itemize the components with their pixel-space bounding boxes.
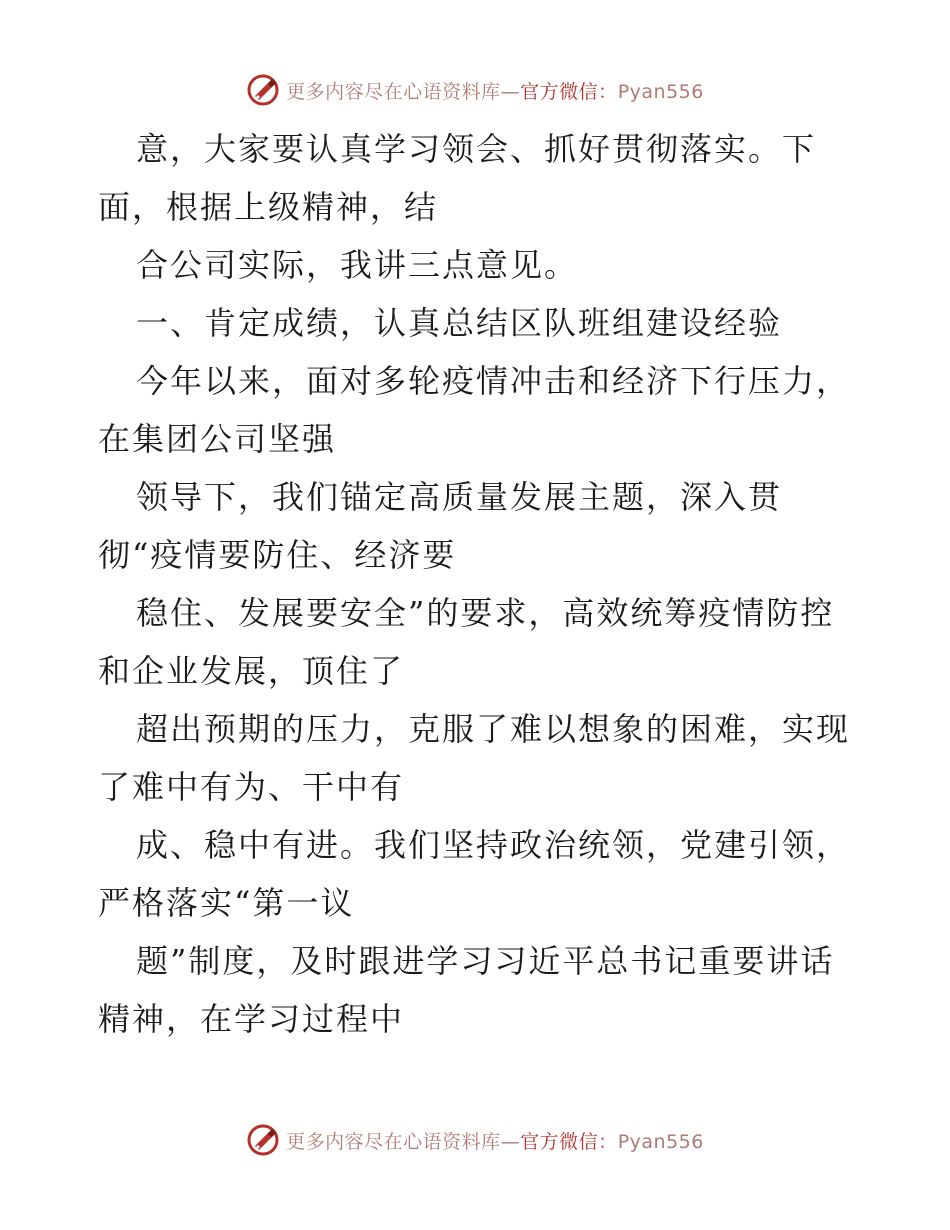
header-watermark <box>0 70 950 110</box>
paragraph-line: 在集团公司坚强 <box>98 420 337 458</box>
watermark-text <box>286 1127 704 1154</box>
paragraph-line: 稳住、发展要安全”的要求，高效统筹疫情防控 <box>136 594 835 632</box>
watermark-contact-label: 官方微信： <box>520 80 618 103</box>
watermark-separator: — <box>500 80 521 103</box>
watermark-contact-id: Pyan556 <box>617 1130 704 1153</box>
paragraph-line: 精神，在学习过程中 <box>98 1000 405 1038</box>
pen-logo-icon <box>246 1123 280 1157</box>
document-body <box>98 120 858 1048</box>
paragraph-line: 了难中有为、干中有 <box>98 768 405 806</box>
paragraph-line: 成、稳中有进。我们坚持政治统领，党建引领， <box>136 826 851 864</box>
watermark-text <box>286 77 704 104</box>
paragraph-line: 严格落实“第一议 <box>98 884 355 922</box>
paragraph-line: 合公司实际，我讲三点意见。 <box>136 246 579 284</box>
paragraph-line: 彻“疫情要防住、经济要 <box>98 536 457 574</box>
pen-logo-icon <box>246 73 280 107</box>
paragraph-line: 今年以来，面对多轮疫情冲击和经济下行压力， <box>136 362 851 400</box>
paragraph-line: 一、肯定成绩，认真总结区队班组建设经验 <box>136 304 783 342</box>
paragraph-line: 面，根据上级精神，结 <box>98 188 439 226</box>
paragraph-line: 领导下，我们锚定高质量发展主题，深入贯 <box>136 478 783 516</box>
watermark-site: 更多内容尽在心语资料库 <box>286 1130 501 1153</box>
watermark-separator: — <box>500 1130 521 1153</box>
watermark-contact-label: 官方微信： <box>520 1130 618 1153</box>
watermark-contact-id: Pyan556 <box>617 80 704 103</box>
paragraph-line: 超出预期的压力，克服了难以想象的困难，实现 <box>136 710 851 748</box>
paragraph-line: 和企业发展，顶住了 <box>98 652 405 690</box>
watermark-site: 更多内容尽在心语资料库 <box>286 80 501 103</box>
paragraph-line: 意，大家要认真学习领会、抓好贯彻落实。下 <box>136 130 817 168</box>
footer-watermark <box>0 1120 950 1160</box>
paragraph-line: 题”制度，及时跟进学习习近平总书记重要讲话 <box>136 942 835 980</box>
